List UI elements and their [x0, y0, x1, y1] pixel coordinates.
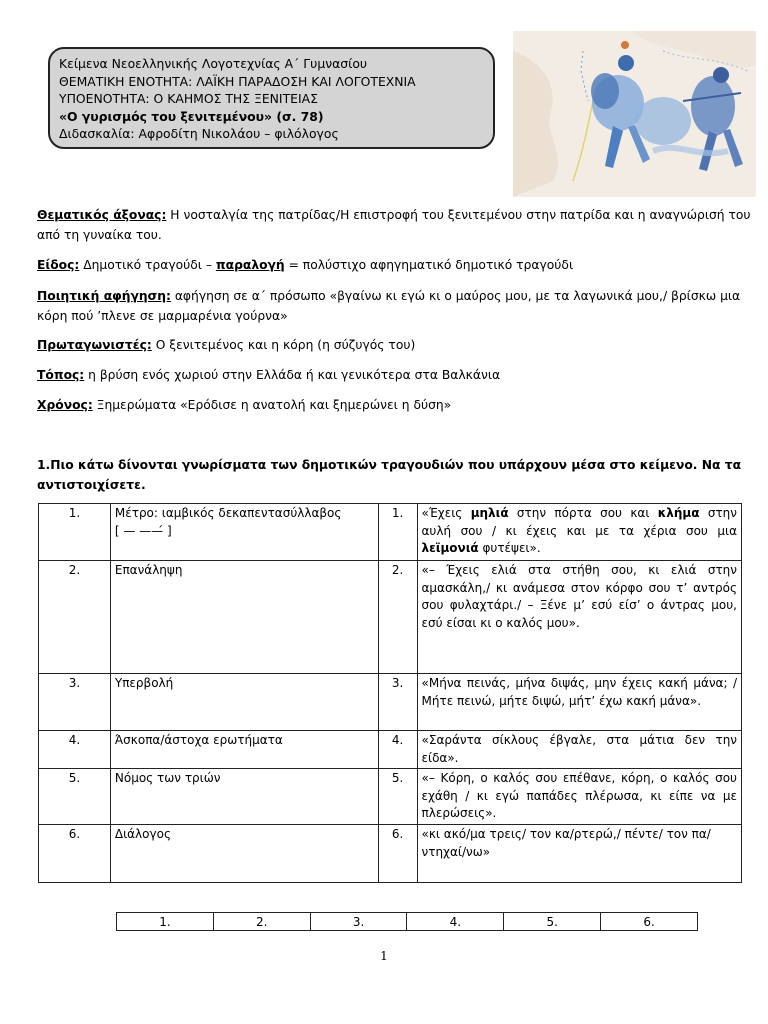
genre-label: Είδος: — [37, 258, 80, 272]
keyword-lemon-tree: λεϊμονιά — [421, 541, 479, 555]
thematic-unit: ΘΕΜΑΤΙΚΗ ΕΝΟΤΗΤΑ: ΛΑΪΚΗ ΠΑΡΑΔΟΣΗ ΚΑΙ ΛΟΓΟΤΕΧΝΙΑ — [59, 73, 416, 89]
example-number: 6. — [378, 825, 417, 883]
example-text: «κι ακό/μα τρεις/ τον κα/ρτερώ,/ πέντε/ τον πα/ντηχαί/νω» — [417, 825, 741, 883]
meter-notation: [ — ——́ ] — [114, 523, 172, 538]
theme-value: Η νοσταλγία της πατρίδας/Η επιστροφή του ξενιτεμένου στην πατρίδα και η αναγνώρισή του από τη γυναίκα του. — [37, 208, 751, 242]
example-number: 3. — [378, 674, 417, 731]
answer-slot-1[interactable]: 1. — [117, 913, 214, 931]
answer-row — [117, 913, 698, 931]
feature-text: Μέτρο: ιαμβικός δεκαπεντασύλλαβος — [114, 506, 342, 520]
time-value: Ξημερώματα «Ερόδισε η ανατολή και ξημερώνει η δύση» — [92, 398, 452, 412]
table-row — [39, 674, 742, 731]
example-number: 5. — [378, 769, 417, 825]
theme-label: Θεματικός άξονας: — [37, 208, 167, 222]
traveller-map-illustration-icon — [513, 31, 756, 197]
answer-slot-5[interactable]: 5. — [504, 913, 601, 931]
question-1: 1.Πιο κάτω δίνονται γνωρίσματα των δημοτικών τραγουδιών που υπάρχουν μέσα στο κείμενο. Να τα αντιστοιχίσετε. — [37, 458, 742, 492]
page-number: 1 — [380, 949, 388, 963]
feature-text: Νόμος των τριών — [110, 769, 378, 825]
genre-term: παραλογή — [215, 258, 285, 272]
keyword-vine: κλήμα — [657, 506, 700, 520]
example-number: 2. — [378, 561, 417, 674]
example-text: «– Κόρη, ο καλός σου επέθανε, κόρη, ο καλός σου εχάθη / κι εγώ παπάδες πλέρωσα, κι είπε να με πλερώσεις». — [417, 769, 741, 825]
header-box — [48, 47, 495, 149]
theme-section — [37, 205, 753, 245]
example-text: «Μήνα πεινάς, μήνα διψάς, μην έχεις κακή μάνα; / Μήτε πεινώ, μήτε διψώ, μήτ’ έχω κακή μάνα». — [417, 674, 741, 731]
feature-text: Διάλογος — [110, 825, 378, 883]
answer-slot-3[interactable]: 3. — [310, 913, 407, 931]
answer-table — [116, 912, 698, 931]
teacher: Διδασκαλία: Αφροδίτη Νικολάου – φιλόλογος — [59, 126, 339, 141]
narration-section — [37, 286, 753, 326]
table-row — [39, 504, 742, 561]
example-text: «– Έχεις ελιά στα στήθη σου, κι ελιά στην αμασκάλη,/ κι ανάμεσα στον κόρφο σου τ’ αντρός σου φυλαχτάρι./ – Ξένε μ’ εσύ είσ’ ο άντρας μου, εσύ είσαι κι ο καλός μου». — [417, 561, 741, 674]
time-label: Χρόνος: — [37, 398, 93, 412]
place-value: η βρύση ενός χωριού στην Ελλάδα ή και γενικότερα στα Βαλκάνια — [84, 368, 501, 382]
narration-value: αφήγηση σε α΄ πρόσωπο «βγαίνω κι εγώ κι ο μαύρος μου, με τα λαγωνικά μου,/ βρίσκω μια κόρη πού ’πλενε σε μαρμαρένια γούρνα» — [37, 289, 741, 323]
feature-number: 3. — [39, 674, 111, 731]
keyword-apple-tree: μηλιά — [470, 506, 509, 520]
feature-number: 4. — [39, 731, 111, 769]
feature-text: Άσκοπα/άστοχα ερωτήματα — [110, 731, 378, 769]
feature-cell — [110, 504, 378, 561]
feature-number: 1. — [39, 504, 111, 561]
protagonists-value: Ο ξενιτεμένος και η κόρη (η σύζυγός του) — [151, 338, 416, 352]
lesson-title: «Ο γυρισμός του ξενιτεμένου» (σ. 78) — [59, 108, 324, 124]
table-row — [39, 769, 742, 825]
feature-text: Υπερβολή — [110, 674, 378, 731]
answer-slot-4[interactable]: 4. — [407, 913, 504, 931]
genre-section — [37, 255, 753, 275]
matching-table — [38, 503, 742, 883]
example-number: 4. — [378, 731, 417, 769]
course-title: Κείμενα Νεοελληνικής Λογοτεχνίας Α΄ Γυμνασίου — [59, 56, 368, 71]
answer-slot-2[interactable]: 2. — [213, 913, 310, 931]
protagonists-section — [37, 335, 753, 355]
feature-number: 5. — [39, 769, 111, 825]
example-text: «Σαράντα σίκλους έβγαλε, στα μάτια δεν την είδα». — [417, 731, 741, 769]
table-row — [39, 561, 742, 674]
example-cell: «Έχεις μηλιά στην πόρτα σου και κλήμα στην αυλή σου / κι έχεις και με τα χέρια σου μια λεϊμονιά φυτέψει». — [417, 504, 741, 561]
example-number: 1. — [378, 504, 417, 561]
time-section — [37, 395, 753, 415]
answer-slot-6[interactable]: 6. — [601, 913, 698, 931]
table-row — [39, 731, 742, 769]
genre-rest: = πολύστιχο αφηγηματικό δημοτικό τραγούδι — [284, 258, 574, 272]
protagonists-label: Πρωταγωνιστές: — [37, 338, 152, 352]
subunit: ΥΠΟΕΝΟΤΗΤΑ: Ο ΚΑΗΜΟΣ ΤΗΣ ΞΕΝΙΤΕΙΑΣ — [59, 91, 318, 106]
place-section — [37, 365, 753, 385]
feature-text: Επανάληψη — [110, 561, 378, 674]
narration-label: Ποιητική αφήγηση: — [37, 289, 171, 303]
feature-number: 6. — [39, 825, 111, 883]
feature-number: 2. — [39, 561, 111, 674]
table-row — [39, 825, 742, 883]
place-label: Τόπος: — [37, 368, 85, 382]
genre-mid: Δημοτικό τραγούδι – — [79, 258, 216, 272]
